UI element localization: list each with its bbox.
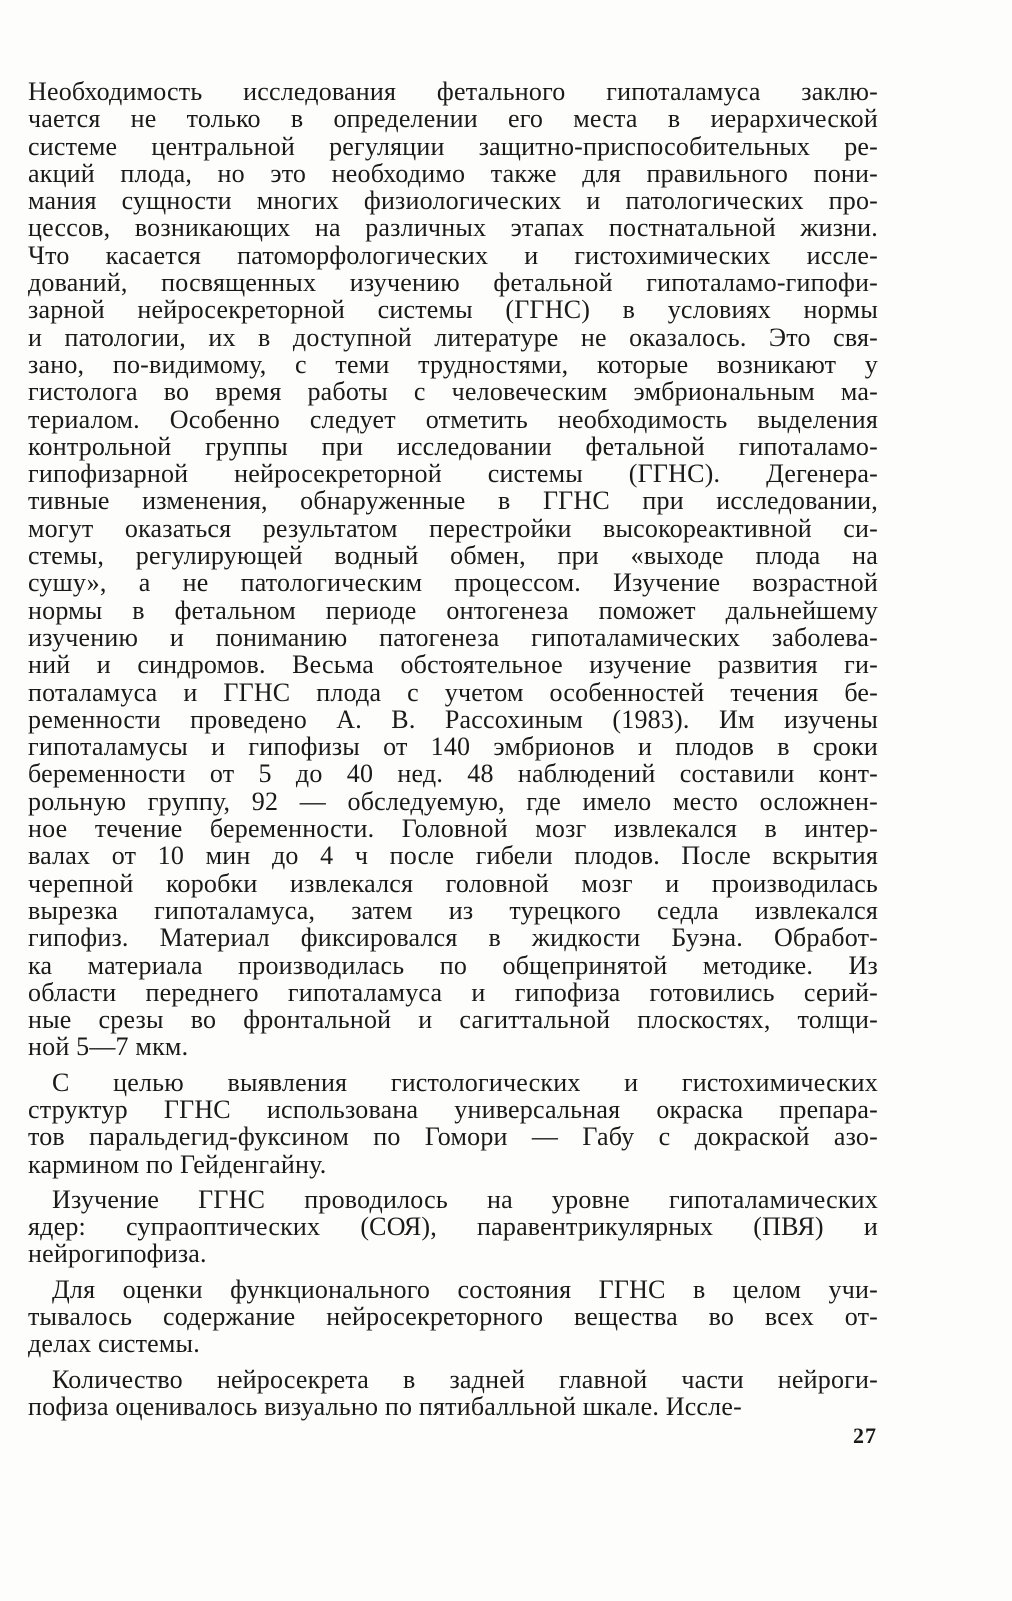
text-line: дований, посвященных изучению фетальной гипоталамо-гипофи- — [28, 268, 878, 298]
text-line: могут оказаться результатом перестройки высокореактивной си- — [28, 513, 878, 543]
text-line: С целью выявления гистологических и гистохимических — [52, 1067, 878, 1097]
text-line: рольную группу, 92 — обследуемую, где имело место осложнен- — [28, 786, 878, 816]
text-line: ка материала производилась по общепринятой методике. Из — [28, 950, 878, 980]
text-line: Количество нейросекрета в задней главной части нейроги- — [52, 1364, 878, 1394]
text-line: тов паральдегид-фуксином по Гомори — Габу с докраской азо- — [28, 1122, 878, 1152]
text-line: зарной нейросекреторной системы (ГГНС) в условиях нормы — [28, 295, 878, 325]
paragraph — [28, 1276, 878, 1358]
text-line: нейрогипофиза. — [28, 1239, 207, 1269]
text-line: кармином по Гейденгайну. — [28, 1149, 327, 1179]
text-line: цессов, возникающих на различных этапах постнатальной жизни. — [28, 213, 878, 243]
text-line: гипофиз. Материал фиксировался в жидкости Буэна. Обработ- — [28, 923, 878, 953]
text-line: гистолога во время работы с человеческим эмбриональным ма- — [28, 377, 878, 407]
text-line: нормы в фетальном периоде онтогенеза поможет дальнейшему — [28, 595, 878, 625]
text-line: териалом. Особенно следует отметить необходимость выделения — [28, 404, 878, 434]
text-line: ной 5—7 мкм. — [28, 1032, 189, 1062]
page-number: 27 — [853, 1423, 877, 1448]
text-line: Необходимость исследования фетального гипоталамуса заклю- — [28, 77, 878, 106]
text-line: чается не только в определении его места в иерархической — [28, 104, 878, 134]
text-line: структур ГГНС использована универсальная окраска препара- — [28, 1094, 878, 1124]
text-line: гипофизарной нейросекреторной системы (ГГНС). Дегенера- — [28, 459, 878, 489]
text-line: ное течение беременности. Головной мозг извлекался в интер- — [28, 814, 878, 844]
text-line: мания сущности многих физиологических и патологических про- — [28, 186, 878, 216]
text-line: зано, по-видимому, с теми трудностями, которые возникают у — [28, 349, 878, 379]
text-line: ные срезы во фронтальной и сагиттальной плоскостях, толщи- — [28, 1005, 878, 1035]
body-text — [28, 78, 878, 1420]
text-line: ний и синдромов. Весьма обстоятельное изучение развития ги- — [28, 650, 878, 680]
text-line: системе центральной регуляции защитно-приспособительных ре- — [28, 131, 878, 161]
paragraph — [28, 1069, 878, 1178]
text-line: поталамуса и ГГНС плода с учетом особенностей течения бе- — [28, 677, 878, 707]
text-line: валах от 10 мин до 4 ч после гибели плодов. После вскрытия — [28, 841, 878, 871]
text-line: и патологии, их в доступной литературе не оказалось. Это свя- — [28, 322, 878, 352]
text-line: изучению и пониманию патогенеза гипоталамических заболева- — [28, 622, 878, 652]
text-line: гипоталамусы и гипофизы от 140 эмбрионов и плодов в сроки — [28, 732, 878, 762]
text-line: пофиза оценивалось визуально по пятибалльной шкале. Иссле- — [28, 1391, 742, 1421]
text-line: делах системы. — [28, 1329, 200, 1359]
text-line: стемы, регулирующей водный обмен, при «выходе плода на — [28, 541, 878, 571]
text-line: Для оценки функционального состояния ГГНС в целом учи- — [52, 1274, 878, 1304]
text-line: тивные изменения, обнаруженные в ГГНС при исследовании, — [28, 486, 878, 516]
text-line: области переднего гипоталамуса и гипофиза готовились серий- — [28, 977, 878, 1007]
paragraph — [28, 78, 878, 1061]
text-line: черепной коробки извлекался головной мозг и производилась — [28, 868, 878, 898]
text-line: ременности проведено А. В. Рассохиным (1983). Им изучены — [28, 704, 878, 734]
text-line: тывалось содержание нейросекреторного вещества во всех от- — [28, 1302, 878, 1332]
text-line: беременности от 5 до 40 нед. 48 наблюдений составили конт- — [28, 759, 878, 789]
text-line: Что касается патоморфологических и гистохимических иссле- — [28, 240, 878, 270]
paragraph — [28, 1366, 878, 1421]
text-line: акций плода, но это необходимо также для правильного пони- — [28, 158, 878, 188]
text-line: контрольной группы при исследовании фетальной гипоталамо- — [28, 431, 878, 461]
paragraph — [28, 1186, 878, 1268]
text-line: вырезка гипоталамуса, затем из турецкого седла извлекался — [28, 895, 878, 925]
text-line: Изучение ГГНС проводилось на уровне гипоталамических — [52, 1184, 878, 1214]
text-line: сушу», а не патологическим процессом. Изучение возрастной — [28, 568, 878, 598]
text-line: ядер: супраоптических (СОЯ), паравентрикулярных (ПВЯ) и — [28, 1212, 878, 1242]
